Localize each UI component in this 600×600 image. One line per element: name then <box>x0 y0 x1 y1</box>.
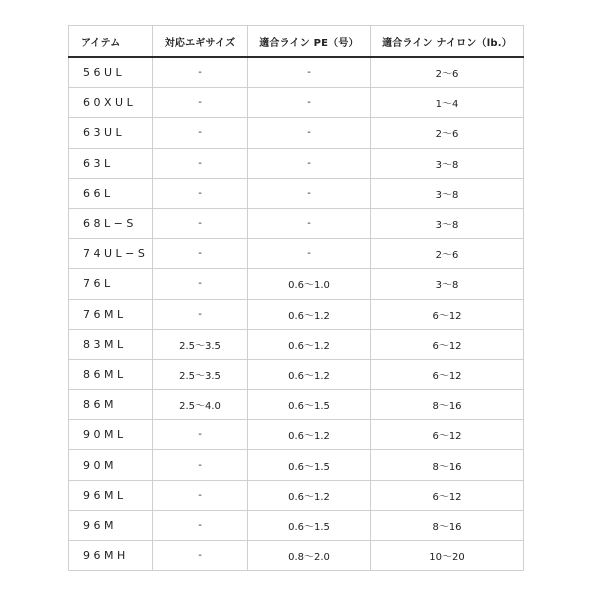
egi-size-cell: - <box>153 57 248 88</box>
egi-size-cell: - <box>153 450 248 480</box>
egi-size-cell: - <box>153 148 248 178</box>
item-cell: 96MH <box>83 549 129 563</box>
egi-size-cell: - <box>153 88 248 118</box>
item-cell: 66L <box>69 178 153 208</box>
egi-size-cell: - <box>153 480 248 510</box>
line-pe-cell: - <box>248 57 371 88</box>
table-row <box>69 178 524 208</box>
line-nylon-cell: 3〜8 <box>371 148 524 178</box>
line-nylon-cell: 6〜12 <box>371 420 524 450</box>
item-cell: 86M <box>69 390 153 420</box>
line-pe-cell: 0.6〜1.2 <box>248 359 371 389</box>
line-nylon-cell: 2〜6 <box>371 57 524 88</box>
header-line-nylon: 適合ライン ナイロン（lb.） <box>371 26 524 58</box>
table-row <box>69 57 524 88</box>
table-row <box>69 420 524 450</box>
item-cell: 76L <box>69 269 153 299</box>
line-nylon-cell: 6〜12 <box>371 329 524 359</box>
egi-size-cell: 2.5〜3.5 <box>153 359 248 389</box>
line-pe-cell: 0.6〜1.2 <box>248 299 371 329</box>
line-pe-cell: 0.8〜2.0 <box>248 541 371 571</box>
item-cell: 60XUL <box>69 88 153 118</box>
egi-size-cell: 2.5〜3.5 <box>153 329 248 359</box>
item-cell: 76ML <box>69 299 153 329</box>
header-line-pe: 適合ライン PE（号） <box>248 26 371 58</box>
line-pe-cell: - <box>248 239 371 269</box>
item-cell: 68L−S <box>69 208 153 238</box>
item-cell: 63L <box>69 148 153 178</box>
table-row <box>69 269 524 299</box>
item-cell: 90M <box>69 450 153 480</box>
line-pe-cell: - <box>248 118 371 148</box>
item-cell: 96ML <box>69 480 153 510</box>
table-row <box>69 390 524 420</box>
line-nylon-cell: 6〜12 <box>371 299 524 329</box>
table-row <box>69 118 524 148</box>
item-cell: 74UL−S <box>69 239 153 269</box>
line-pe-cell: - <box>248 208 371 238</box>
table-row <box>69 329 524 359</box>
line-pe-cell: 0.6〜1.2 <box>248 480 371 510</box>
table-row <box>69 450 524 480</box>
egi-size-cell: - <box>153 269 248 299</box>
line-nylon-cell: 8〜16 <box>371 390 524 420</box>
egi-size-cell: - <box>153 541 248 571</box>
spec-table <box>68 25 524 571</box>
line-nylon-cell: 2〜6 <box>371 239 524 269</box>
line-pe-cell: - <box>248 88 371 118</box>
line-pe-cell: 0.6〜1.5 <box>248 450 371 480</box>
header-egi-size: 対応エギサイズ <box>153 26 248 58</box>
egi-size-cell: 2.5〜4.0 <box>153 390 248 420</box>
line-nylon-cell: 6〜12 <box>371 359 524 389</box>
line-nylon-cell: 6〜12 <box>371 480 524 510</box>
table-row <box>69 510 524 540</box>
line-nylon-cell: 10〜20 <box>371 541 524 571</box>
table-row <box>69 88 524 118</box>
egi-size-cell: - <box>153 208 248 238</box>
line-nylon-cell: 8〜16 <box>371 510 524 540</box>
table-row <box>69 359 524 389</box>
line-nylon-cell: 3〜8 <box>371 269 524 299</box>
line-nylon-cell: 2〜6 <box>371 118 524 148</box>
line-pe-cell: 0.6〜1.5 <box>248 390 371 420</box>
item-cell: 63UL <box>69 118 153 148</box>
line-pe-cell: - <box>248 148 371 178</box>
table-row <box>69 208 524 238</box>
egi-size-cell: - <box>153 118 248 148</box>
item-cell: 96M <box>69 510 153 540</box>
table-row <box>69 148 524 178</box>
header-row <box>69 26 524 58</box>
line-pe-cell: 0.6〜1.0 <box>248 269 371 299</box>
egi-size-cell: - <box>153 510 248 540</box>
item-cell: 56UL <box>69 57 153 88</box>
line-nylon-cell: 3〜8 <box>371 208 524 238</box>
line-nylon-cell: 8〜16 <box>371 450 524 480</box>
table-body <box>69 57 524 571</box>
item-cell: 86ML <box>69 359 153 389</box>
line-pe-cell: 0.6〜1.2 <box>248 420 371 450</box>
line-pe-cell: - <box>248 178 371 208</box>
table-header <box>69 26 524 58</box>
table-row <box>69 239 524 269</box>
item-cell: 90ML <box>69 420 153 450</box>
table-row <box>69 480 524 510</box>
header-item: アイテム <box>69 26 153 58</box>
line-pe-cell: 0.6〜1.2 <box>248 329 371 359</box>
item-cell: 83ML <box>69 329 153 359</box>
egi-size-cell: - <box>153 420 248 450</box>
egi-size-cell: - <box>153 178 248 208</box>
table-row <box>69 541 524 571</box>
line-nylon-cell: 1〜4 <box>371 88 524 118</box>
egi-size-cell: - <box>153 299 248 329</box>
line-nylon-cell: 3〜8 <box>371 178 524 208</box>
egi-size-cell: - <box>153 239 248 269</box>
table-row <box>69 299 524 329</box>
line-pe-cell: 0.6〜1.5 <box>248 510 371 540</box>
